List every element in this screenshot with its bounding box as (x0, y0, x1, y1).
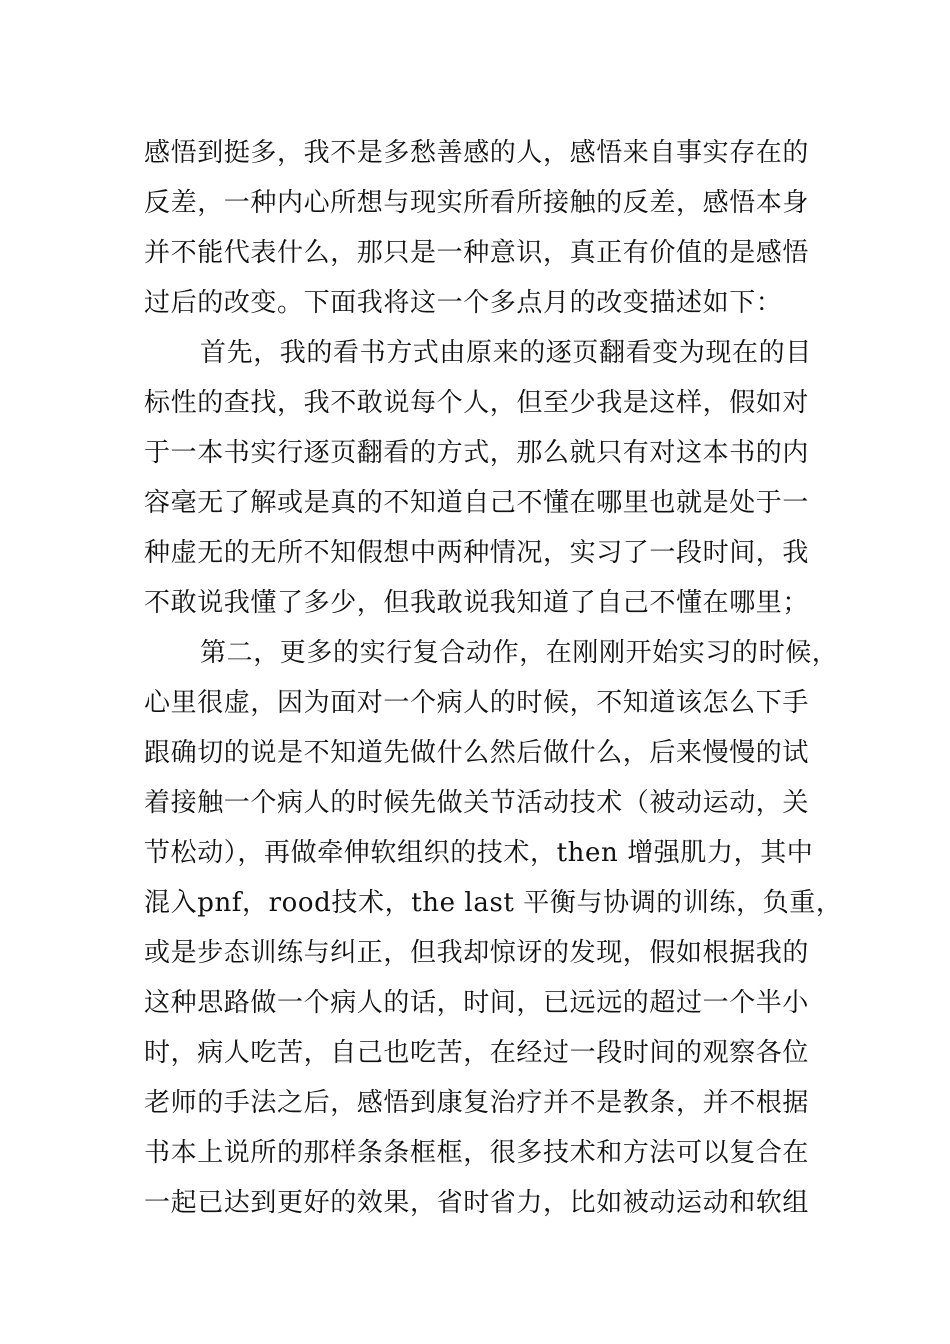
text-line: 或是步态训练与纠正，但我却惊讶的发现，假如根据我的 (144, 938, 810, 968)
text-line: 节松动），再做牵伸软组织的技术，then 增强肌力，其中 (144, 838, 814, 868)
text-line: 心里很虚，因为面对一个病人的时候，不知道该怎么下手 (144, 688, 810, 718)
text-line: 于一本书实行逐页翻看的方式，那么就只有对这本书的内 (144, 438, 810, 468)
text-line: 反差，一种内心所想与现实所看所接触的反差，感悟本身 (144, 188, 810, 218)
text-line: 混入pnf，rood技术，the last 平衡与协调的训练，负重， (144, 888, 843, 918)
text-line: 过后的改变。下面我将这一个多点月的改变描述如下： (144, 288, 783, 318)
text-line: 时，病人吃苦，自己也吃苦，在经过一段时间的观察各位 (144, 1038, 810, 1068)
document-body (144, 128, 843, 1228)
text-line: 跟确切的说是不知道先做什么然后做什么，后来慢慢的试 (144, 738, 810, 768)
paragraph-start-line: 首先，我的看书方式由原来的逐页翻看变为现在的目 (200, 338, 812, 368)
text-line: 一起已达到更好的效果，省时省力，比如被动运动和软组 (144, 1188, 810, 1218)
text-line: 种虚无的无所不知假想中两种情况，实习了一段时间，我 (144, 538, 810, 568)
text-line: 标性的查找，我不敢说每个人，但至少我是这样，假如对 (144, 388, 810, 418)
text-line: 并不能代表什么，那只是一种意识，真正有价值的是感悟 (144, 238, 810, 268)
text-line: 这种思路做一个病人的话，时间，已远远的超过一个半小 (144, 988, 810, 1018)
paragraph-start-line: 第二，更多的实行复合动作，在刚刚开始实习的时候， (200, 638, 839, 668)
text-line: 不敢说我懂了多少，但我敢说我知道了自己不懂在哪里； (144, 588, 810, 618)
text-line: 感悟到挺多，我不是多愁善感的人，感悟来自事实存在的 (144, 138, 810, 168)
text-line: 着接触一个病人的时候先做关节活动技术（被动运动，关 (144, 788, 810, 818)
text-line: 容毫无了解或是真的不知道自己不懂在哪里也就是处于一 (144, 488, 810, 518)
text-line: 书本上说所的那样条条框框，很多技术和方法可以复合在 (144, 1138, 810, 1168)
text-line: 老师的手法之后，感悟到康复治疗并不是教条，并不根据 (144, 1088, 810, 1118)
